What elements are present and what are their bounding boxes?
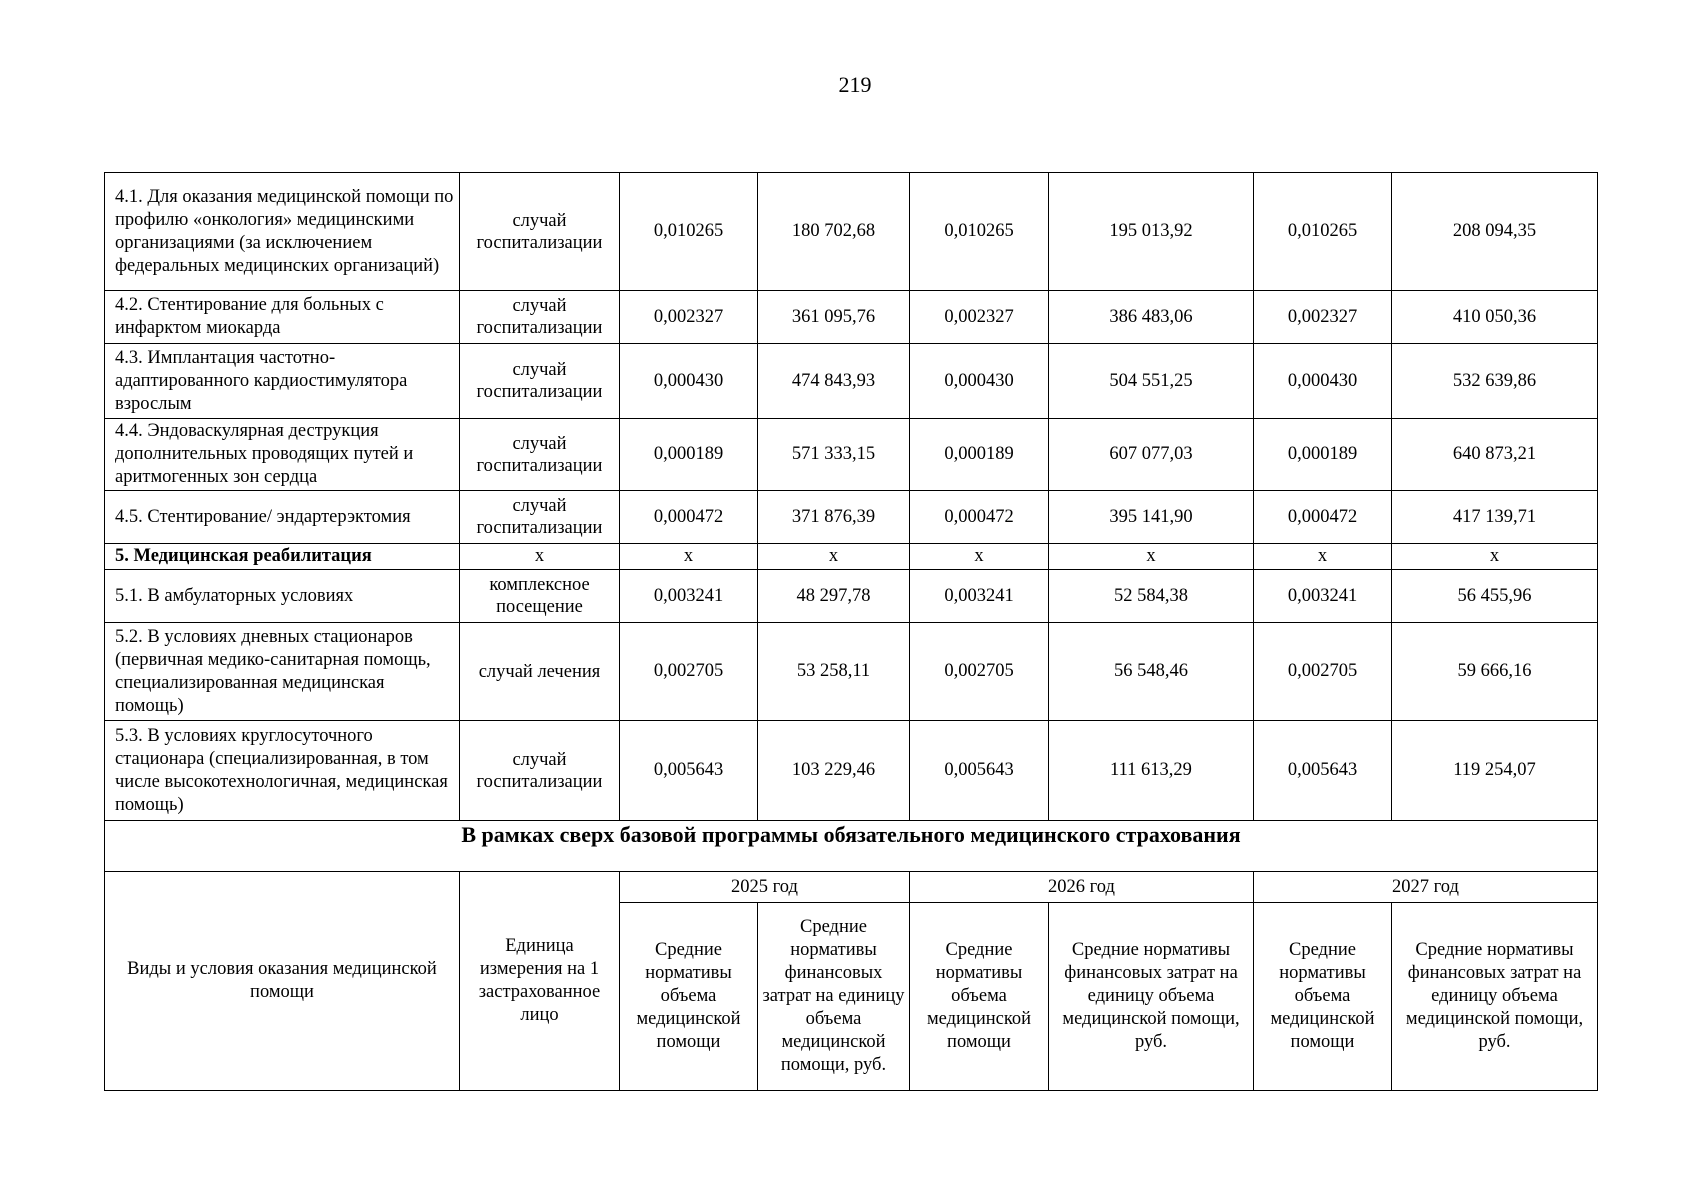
cell-2025-volume: 0,000430 [620,344,758,419]
header-year-2027: 2027 год [1254,872,1598,903]
cell-2025-cost: х [758,544,910,570]
row-unit: случай госпитализации [460,491,620,544]
cell-2025-cost: 371 876,39 [758,491,910,544]
cell-2027-volume: 0,002327 [1254,291,1392,344]
cell-2026-cost: 111 613,29 [1049,721,1254,821]
row-unit: х [460,544,620,570]
cell-2027-volume: 0,003241 [1254,570,1392,623]
cell-2025-volume: 0,005643 [620,721,758,821]
row-name: 5.1. В амбулаторных условиях [105,570,460,623]
header-volume-2025: Средние нормативы объема медицинской помощи [620,903,758,1091]
row-unit: случай госпитализации [460,291,620,344]
cell-2026-volume: 0,002705 [910,623,1049,721]
cell-2026-cost: 52 584,38 [1049,570,1254,623]
cell-2026-volume: 0,002327 [910,291,1049,344]
table-row [105,623,1598,721]
normatives-table [104,172,1598,1091]
cell-2026-volume: 0,010265 [910,173,1049,291]
cell-2027-cost: 410 050,36 [1392,291,1598,344]
cell-2025-cost: 474 843,93 [758,344,910,419]
table-row [105,721,1598,821]
cell-2027-cost: 532 639,86 [1392,344,1598,419]
cell-2027-volume: 0,000430 [1254,344,1392,419]
header-cost-2025: Средние нормативы финансовых затрат на единицу объема медицинской помощи, руб. [758,903,910,1091]
cell-2026-volume: 0,005643 [910,721,1049,821]
section-title: В рамках сверх базовой программы обязательного медицинского страхования [105,821,1598,872]
cell-2025-volume: 0,002327 [620,291,758,344]
cell-2026-volume: 0,000430 [910,344,1049,419]
cell-2027-volume: 0,000189 [1254,419,1392,491]
header-volume-2027: Средние нормативы объема медицинской помощи [1254,903,1392,1091]
cell-2026-volume: 0,003241 [910,570,1049,623]
cell-2027-volume: 0,000472 [1254,491,1392,544]
cell-2025-volume: 0,000189 [620,419,758,491]
cell-2026-cost: 607 077,03 [1049,419,1254,491]
cell-2027-cost: 640 873,21 [1392,419,1598,491]
table-row [105,291,1598,344]
cell-2026-cost: 504 551,25 [1049,344,1254,419]
header-year-2026: 2026 год [910,872,1254,903]
cell-2026-volume: 0,000189 [910,419,1049,491]
cell-2027-volume: 0,002705 [1254,623,1392,721]
header-row-years [105,872,1598,903]
cell-2026-cost: х [1049,544,1254,570]
header-unit: Единица измерения на 1 застрахованное лицо [460,872,620,1091]
cell-2027-cost: 119 254,07 [1392,721,1598,821]
cell-2027-cost: 417 139,71 [1392,491,1598,544]
cell-2026-cost: 395 141,90 [1049,491,1254,544]
row-name: 4.4. Эндоваскулярная деструкция дополнительных проводящих путей и аритмогенных зон сердца [105,419,460,491]
cell-2025-volume: 0,000472 [620,491,758,544]
header-service-type: Виды и условия оказания медицинской помощи [105,872,460,1091]
cell-2027-cost: 56 455,96 [1392,570,1598,623]
cell-2026-cost: 56 548,46 [1049,623,1254,721]
page-number: 219 [838,72,872,97]
cell-2025-cost: 48 297,78 [758,570,910,623]
row-name: 5.3. В условиях круглосуточного стационара (специализированная, в том числе высокотехнологичная, медицинская помощь) [105,721,460,821]
table-row [105,570,1598,623]
cell-2025-cost: 361 095,76 [758,291,910,344]
cell-2026-volume: 0,000472 [910,491,1049,544]
row-name: 5.2. В условиях дневных стационаров (первичная медико-санитарная помощь, специализированная медицинская помощь) [105,623,460,721]
cell-2025-volume: 0,003241 [620,570,758,623]
cell-2025-cost: 103 229,46 [758,721,910,821]
cell-2027-cost: 59 666,16 [1392,623,1598,721]
header-volume-2026: Средние нормативы объема медицинской помощи [910,903,1049,1091]
cell-2027-volume: 0,010265 [1254,173,1392,291]
table-row [105,173,1598,291]
header-year-2025: 2025 год [620,872,910,903]
row-unit: случай госпитализации [460,173,620,291]
row-name: 4.1. Для оказания медицинской помощи по профилю «онкология» медицинскими организациями (за исключением федеральных медицинских организаций) [105,173,460,291]
row-name: 4.2. Стентирование для больных с инфарктом миокарда [105,291,460,344]
cell-2027-cost: х [1392,544,1598,570]
row-unit: случай госпитализации [460,419,620,491]
row-name: 5. Медицинская реабилитация [105,544,460,570]
cell-2027-volume: 0,005643 [1254,721,1392,821]
header-cost-2026: Средние нормативы финансовых затрат на единицу объема медицинской помощи, руб. [1049,903,1254,1091]
row-unit: случай госпитализации [460,344,620,419]
row-unit: случай госпитализации [460,721,620,821]
row-name: 4.3. Имплантация частотно-адаптированного кардиостимулятора взрослым [105,344,460,419]
cell-2025-volume: 0,002705 [620,623,758,721]
table-row [105,491,1598,544]
row-name: 4.5. Стентирование/ эндартерэктомия [105,491,460,544]
cell-2025-cost: 180 702,68 [758,173,910,291]
cell-2026-cost: 386 483,06 [1049,291,1254,344]
cell-2025-volume: х [620,544,758,570]
cell-2025-cost: 571 333,15 [758,419,910,491]
section-row [105,821,1598,872]
cell-2026-cost: 195 013,92 [1049,173,1254,291]
cell-2025-cost: 53 258,11 [758,623,910,721]
row-unit: случай лечения [460,623,620,721]
table-row [105,344,1598,419]
cell-2026-volume: х [910,544,1049,570]
header-cost-2027: Средние нормативы финансовых затрат на единицу объема медицинской помощи, руб. [1392,903,1598,1091]
cell-2025-volume: 0,010265 [620,173,758,291]
cell-2027-volume: х [1254,544,1392,570]
table-row [105,544,1598,570]
table-row [105,419,1598,491]
cell-2027-cost: 208 094,35 [1392,173,1598,291]
row-unit: комплексное посещение [460,570,620,623]
